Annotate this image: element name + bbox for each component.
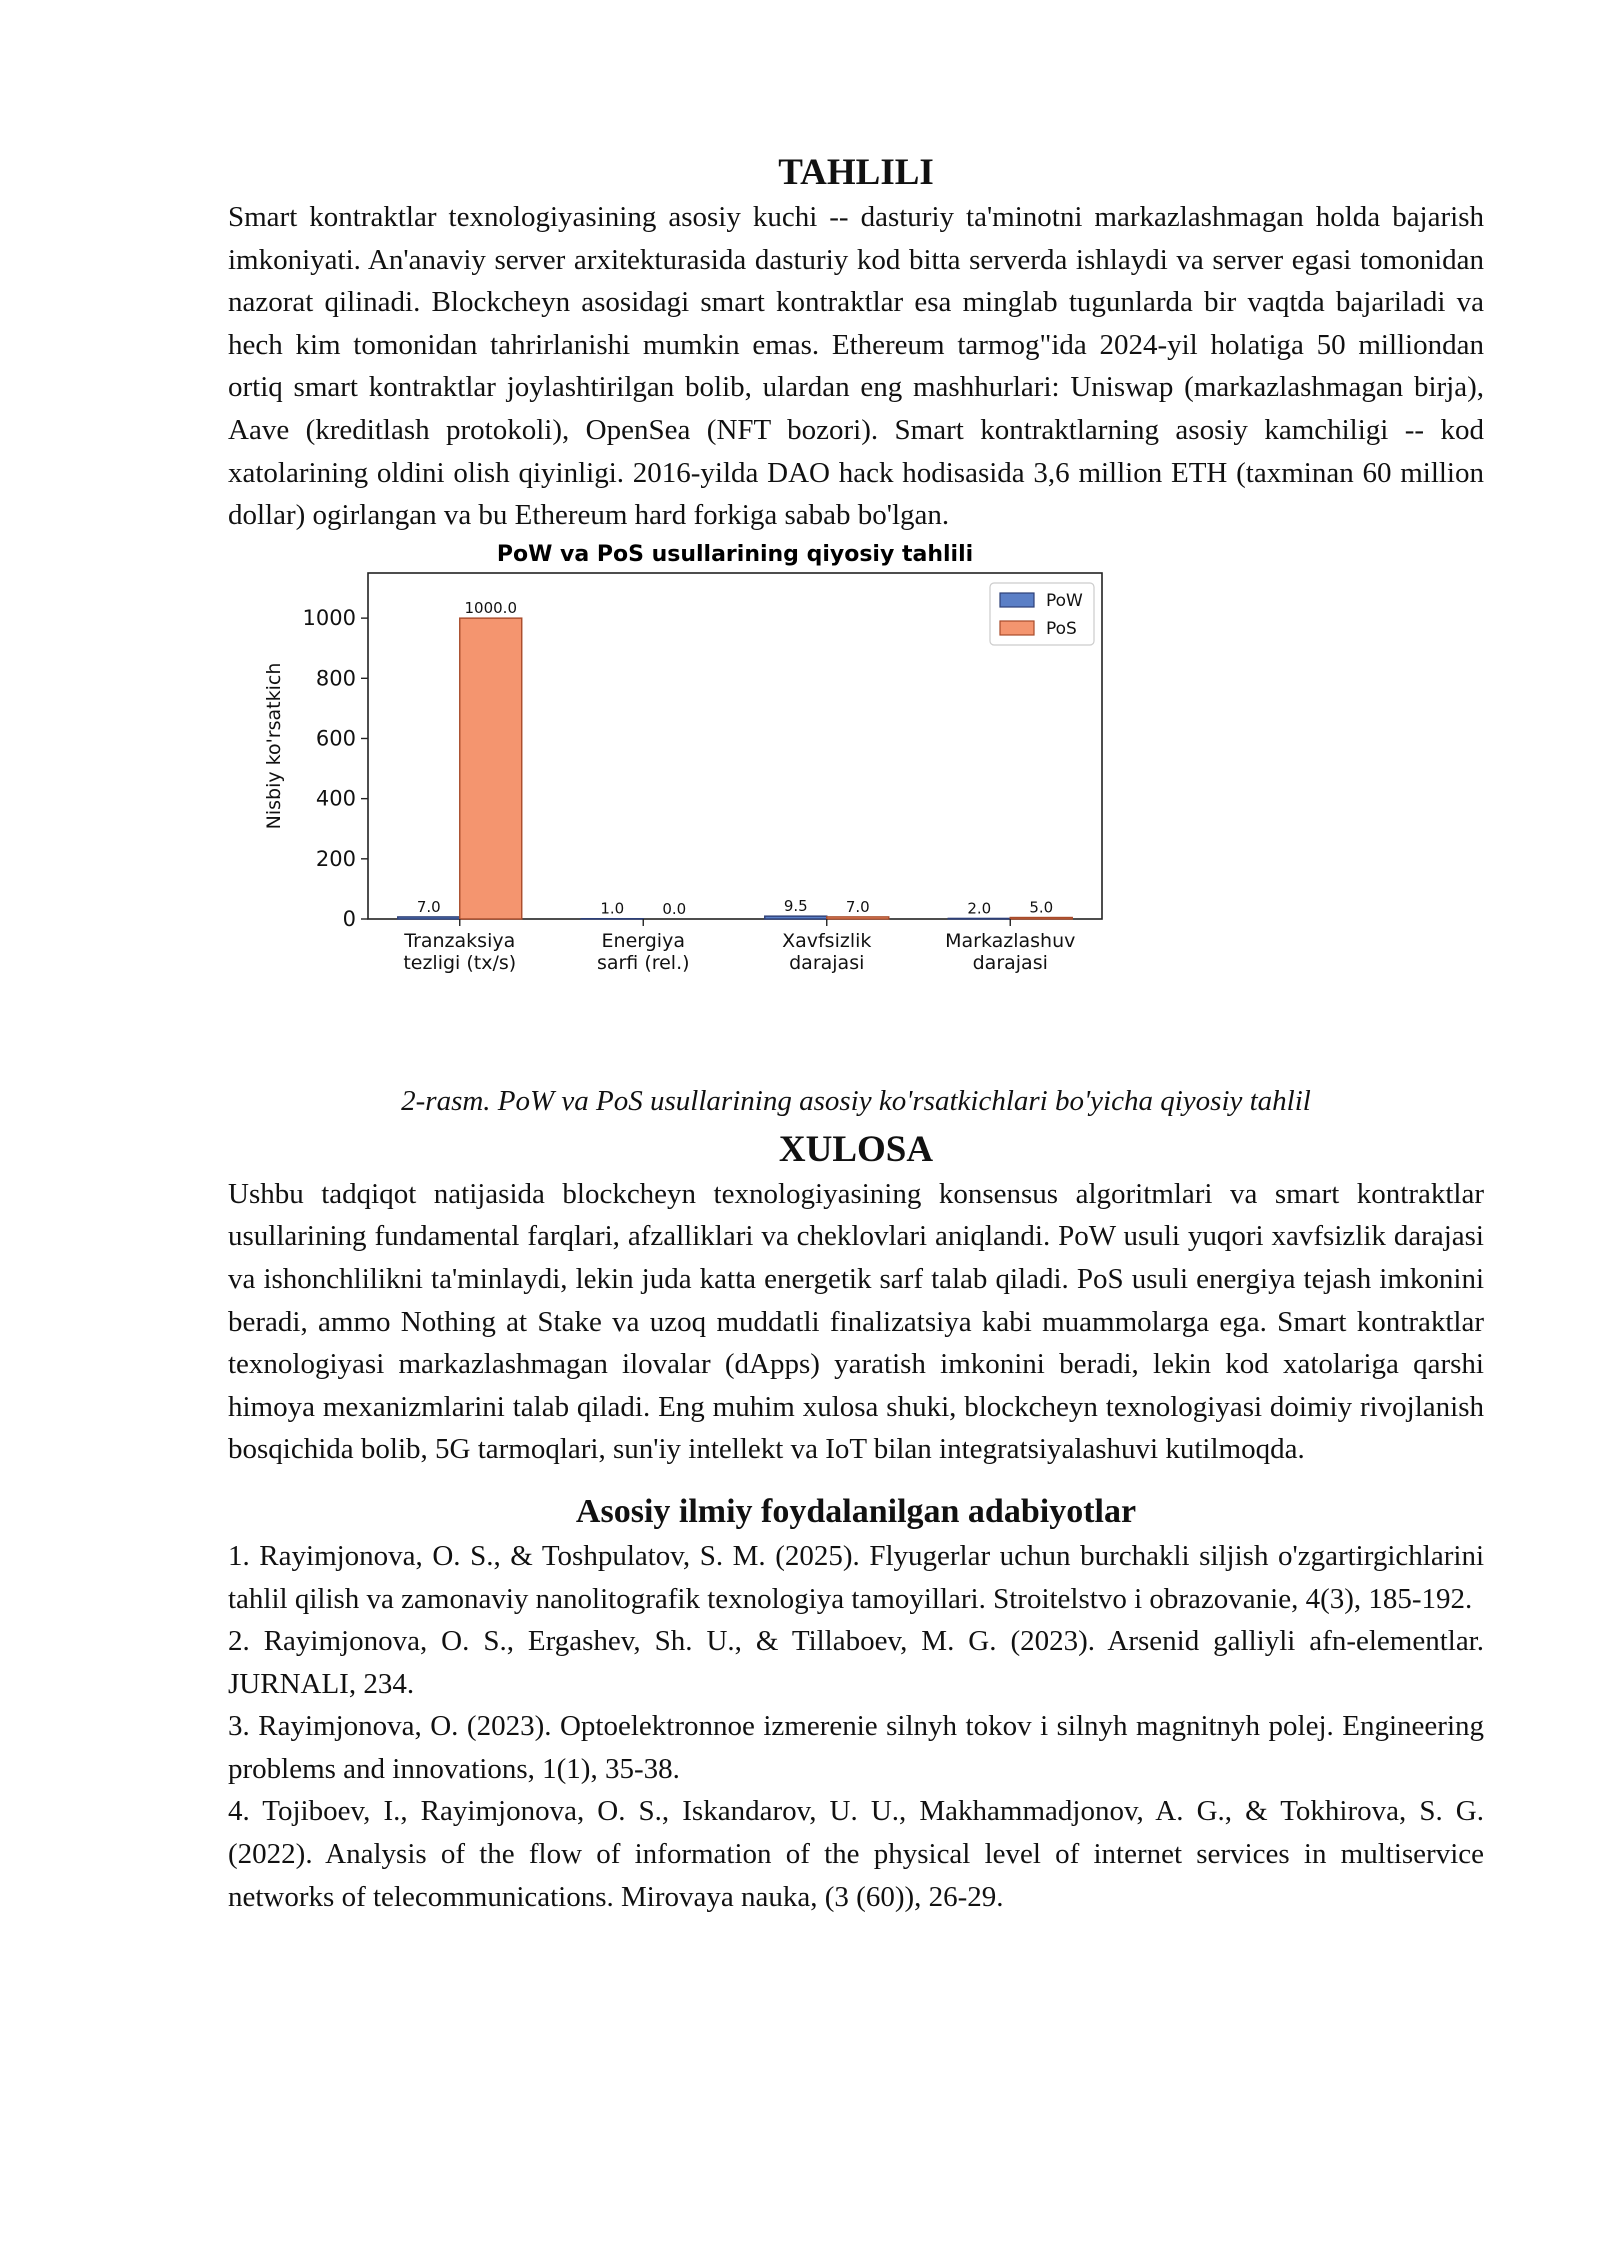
chart-figure xyxy=(228,537,1484,1077)
legend-swatch-pos xyxy=(1000,621,1034,635)
references-title: Asosiy ilmiy foydalanilgan adabiyotlar xyxy=(575,1492,1137,1530)
figure-caption: 2-rasm. PoW va PoS usullarining asosiy ko'rsatkichlari bo'yicha qiyosiy tahlil xyxy=(401,1084,1311,1117)
x-tick-label: Energiya xyxy=(601,929,685,952)
x-tick-label: tezligi (tx/s) xyxy=(403,951,517,974)
analysis-paragraph: Smart kontraktlar texnologiyasining asosiy kuchi -- dasturiy ta'minotni markazlashmagan holda bajarish imkoniyati. An'anaviy server arxitekturasida dasturiy kod bitta serverda ishlaydi va server egasi tomonidan nazorat qilinadi. Blockcheyn asosidagi smart kontraktlar esa minglab tugunlarda bir vaqtda bajariladi va hech kim tomonidan tahrirlanishi mumkin emas. Ethereum tarmog"ida 2024-yil holatiga 50 milliondan ortiq smart kontraktlar joylashtirilgan bolib, ulardan eng mashhurlari: Uniswap (markazlashmagan birja), Aave (kreditlash protokoli), OpenSea (NFT bozori). Smart kontraktlarning asosiy kamchiligi -- kod xatolarining oldini olish qiyinligi. 2016-yilda DAO hack hodisasida 3,6 million ETH (taxminan 60 million dollar) ogirlangan va bu Ethereum hard forkiga sabab bo'lgan. xyxy=(228,201,1484,532)
y-tick-label: 200 xyxy=(315,846,356,871)
x-tick-label: Markazlashuv xyxy=(945,929,1076,952)
x-tick-label: sarfi (rel.) xyxy=(596,951,690,974)
bar-pos xyxy=(827,917,889,919)
conclusion-paragraph: Ushbu tadqiqot natijasida blockcheyn texnologiyasining konsensus algoritmlari va smart kontraktlar usullarining fundamental farqlari, afzalliklari va cheklovlari aniqlandi. PoW usuli yuqori xavfsizlik darajasi va ishonchlilikni ta'minlaydi, lekin juda katta energetik sarf talab qiladi. PoS usuli energiya tejash imkonini beradi, ammo Nothing at Stake va uzoq muddatli finalizatsiya kabi muammolarga ega. Smart kontraktlar texnologiyasi markazlashmagan ilovalar (dApps) yaratish imkonini beradi, lekin kod xatolariga qarshi himoya mexanizmlarini talab qiladi. Eng muhim xulosa shuki, blockcheyn texnologiyasi doimiy rivojlanish bosqichida bolib, 5G tarmoqlari, sun'iy intellekt va IoT bilan integratsiyalashuvi kutilmoqda. xyxy=(228,1177,1484,1466)
y-tick-label: 1000 xyxy=(302,605,356,630)
section-title-tahlili: TAHLILI xyxy=(778,152,934,193)
y-axis-label: Nisbiy ko'rsatkich xyxy=(263,662,285,830)
reference-item: 2. Rayimjonova, O. S., Ergashev, Sh. U., & Tillaboev, M. G. (2023). Arsenid galliyli afn-elementlar. JURNALI, 234. xyxy=(228,1625,1484,1700)
references-list xyxy=(228,1535,1484,1918)
data-label: 7.0 xyxy=(416,897,441,916)
bar-pow xyxy=(765,916,827,919)
bar-pow xyxy=(398,917,460,919)
bar-pos xyxy=(460,618,522,919)
legend-label: PoW xyxy=(1046,590,1083,611)
bar-pow xyxy=(948,918,1010,919)
chart-title: PoW va PoS usullarining qiyosiy tahlili xyxy=(496,541,974,567)
reference-item: 3. Rayimjonova, O. (2023). Optoelektronnoe izmerenie silnyh tokov i silnyh magnitnyh polej. Engineering problems and innovations, 1(1), 35-38. xyxy=(228,1710,1484,1785)
y-tick-label: 0 xyxy=(342,906,356,931)
x-tick-label: Xavfsizlik xyxy=(782,929,872,952)
x-tick-label: darajasi xyxy=(789,951,865,974)
reference-item: 1. Rayimjonova, O. S., & Toshpulatov, S. M. (2025). Flyugerlar uchun burchakli siljish o'zgartirgichlarini tahlil qilish va zamonaviy nanolitografik texnologiya tamoyillari. Stroitelstvo i obrazovanie, 4(3), 185-192. xyxy=(228,1539,1484,1615)
y-tick-label: 800 xyxy=(315,666,356,691)
data-label: 5.0 xyxy=(1029,898,1054,917)
x-tick-label: darajasi xyxy=(972,951,1048,974)
data-label: 0.0 xyxy=(662,899,687,918)
page-content xyxy=(228,150,1484,1918)
section-title-xulosa: XULOSA xyxy=(778,1128,934,1170)
legend-label: PoS xyxy=(1046,618,1077,639)
data-label: 7.0 xyxy=(845,897,870,916)
data-label: 2.0 xyxy=(967,899,992,918)
data-label: 1000.0 xyxy=(464,598,517,617)
data-label: 9.5 xyxy=(783,896,808,915)
y-tick-label: 400 xyxy=(315,786,356,811)
bar-pos xyxy=(1010,917,1072,919)
legend-swatch-pow xyxy=(1000,593,1034,607)
bar-chart xyxy=(228,537,1484,1049)
y-tick-label: 600 xyxy=(315,726,356,751)
data-label: 1.0 xyxy=(600,899,625,918)
reference-item: 4. Tojiboev, I., Rayimjonova, O. S., Iskandarov, U. U., Makhammadjonov, A. G., & Tokhirova, S. G. (2022). Analysis of the flow of information of the physical level of internet services in multiservice networks of telecommunications. Mirovaya nauka, (3 (60)), 26-29. xyxy=(228,1795,1484,1913)
x-tick-label: Tranzaksiya xyxy=(404,929,516,952)
